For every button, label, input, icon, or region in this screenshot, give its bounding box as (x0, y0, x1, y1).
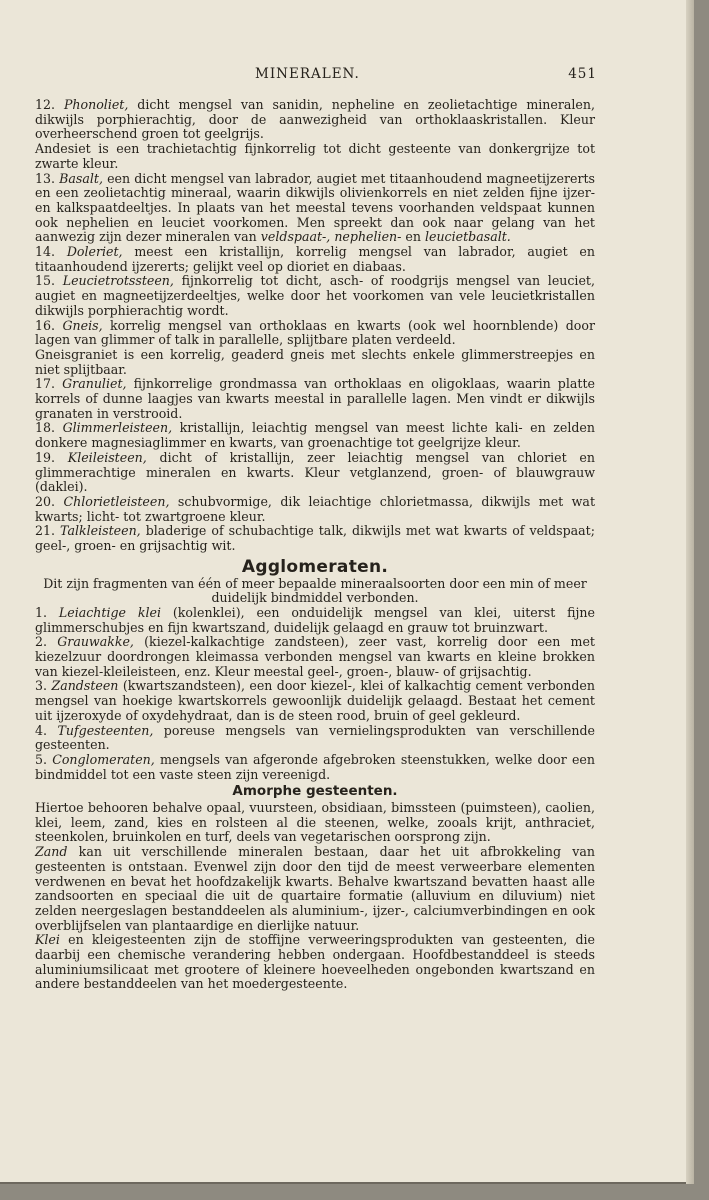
entry-term: Zand (35, 844, 68, 860)
entry-term: Granuliet, (62, 376, 127, 392)
agglomeraten-intro: Dit zijn fragmenten van één of meer bepaalde mineraalsoorten door een min of meer duidelijk bindmiddel verbonden. (43, 575, 587, 606)
entry-text: Andesiet is een trachietachtig fijnkorrelig tot dicht gesteente van donkergrijze tot zwarte kleur. (35, 141, 595, 171)
amorphe-para-zand (35, 845, 595, 933)
entry-text: en (401, 229, 425, 245)
entry-number: 14. (35, 244, 56, 260)
amorphe-para-1 (35, 801, 595, 845)
agglomeraat-2 (35, 635, 595, 679)
agglomeraat-1 (35, 606, 595, 635)
entry-text: (kolenklei), een onduidelijk mengsel van klei, uiterst fijne glimmerschubjes en fijn kwartszand, duidelijk gelaagd en grauw tot bruinzwart. (35, 604, 595, 635)
entry-19 (35, 451, 595, 495)
entry-number: 5. (35, 751, 48, 767)
entry-number: 2. (35, 634, 48, 650)
entry-text: poreuse mengsels van vernielingsprodukten van verschillende gesteenten. (35, 722, 595, 753)
section-heading-amorphe: Amorphe gesteenten. (232, 783, 398, 800)
entry-text: korrelig mengsel van orthoklaas en kwarts (ook wel hoornblende) door lagen van glimmer of talk in parallelle, splijtbare platen verdeeld. (35, 317, 595, 348)
entry-term: Conglomeraten, (52, 751, 155, 767)
body-text (35, 98, 595, 992)
entry-term: Tufgesteenten, (57, 722, 154, 738)
entry-text: Hiertoe behooren behalve opaal, vuursteen, obsidiaan, bimssteen (puimsteen), caolien, klei, leem, zand, kies en rolsteen al die steenen, welke, zooals krijt, anthraciet, steenkolen, bruinkolen en turf, deels van vegetarischen oorsprong zijn. (35, 800, 595, 845)
entry-andesiet (35, 142, 595, 171)
entry-number: 1. (35, 604, 48, 620)
entry-number: 21. (35, 523, 56, 539)
entry-number: 15. (35, 273, 56, 289)
entry-text: fijnkorrelige grondmassa van orthoklaas en oligoklaas, waarin platte korrels of dunne laagjes van kwarts meestal in parallelle lagen. Men vindt er dikwijls granaten in verstrooid. (35, 376, 595, 421)
entry-text: schubvormige, dik leiachtige chlorietmassa, dikwijls met wat kwarts; licht- tot zwartgroene kleur. (35, 493, 596, 524)
entry-text: een dicht mengsel van labrador, augiet met titaanhoudend magneetijzererts en een zeolietachtig mineraal, waarin dikwijls olivienkorrels en niet zelden fijne ijzer- en kalkspaatdeeltjes. In plaats van het meestal tevens voorhanden veldspaat kunnen ook nephelien en leuciet voorkomen. Men spreekt dan ook naar gelang van het aanwezig zijn dezer mineralen van (35, 170, 595, 245)
entry-number: 19. (35, 449, 56, 465)
entry-term: Chlorietleisteen, (63, 493, 170, 509)
agglomeraat-4 (35, 724, 595, 753)
entry-number: 13. (35, 170, 56, 186)
entry-number: 12. (35, 97, 56, 112)
entry-term: Gneis, (62, 317, 103, 333)
entry-text: fijnkorrelig tot dicht, asch- of roodgrijs mengsel van leuciet, augiet en magneetijzerdeeltjes, welke door het voorkomen van vele leucietkristallen dikwijls porphierachtig wordt. (35, 273, 595, 318)
entry-term: Zandsteen (51, 678, 119, 694)
entry-text: en kleigesteenten zijn de stoffijne verweeringsprodukten van gesteenten, die daarbij een chemische verandering hebben ondergaan. Hoofdbestanddeel is steeds aluminiumsilicaat met grootere of kleinere hoeveelheden ongebonden kwartszand en andere bestanddeelen van het moedergesteente. (35, 932, 595, 992)
entry-term: Leucietrotssteen, (62, 273, 174, 289)
entry-18 (35, 421, 595, 450)
entry-text: (kiezel-kalkachtige zandsteen), zeer vast, korrelig door een met kiezelzuur doordrongen kleimassa verbonden mengsel van kwarts en kleine brokken van kiezel-kleileisteen, enz. Kleur meestal geel-, groen-, blauw- of grijsachtig. (35, 634, 595, 679)
entry-21 (35, 524, 595, 553)
entry-text: (kwartszandsteen), een door kiezel-, klei of kalkachtig cement verbonden mengsel van hoekige kwartskorrels gewoonlijk duidelijk gelaagd. Bestaat het cement uit ijzeroxyde of oxydehydraat, dan is de steen rood, bruin of geel gekleurd. (35, 678, 595, 723)
agglomeraat-3 (35, 679, 595, 723)
entry-number: 20. (35, 493, 56, 509)
entry-text: dicht of kristallijn, zeer leiachtig mengsel van chloriet en glimmerachtige mineralen en kwarts. Kleur vetglanzend, groen- of blauwgrauw (daklei). (35, 449, 595, 495)
entry-12 (35, 98, 595, 142)
entry-number: 18. (35, 420, 56, 436)
entry-number: 17. (35, 376, 56, 392)
entry-term: Doleriet, (66, 244, 123, 260)
entry-20 (35, 495, 595, 524)
page-number: 451 (568, 66, 597, 82)
entry-text: bladerige of schubachtige talk, dikwijls met wat kwarts of veldspaat; geel-, groen- en grijsachtig wit. (35, 523, 595, 554)
entry-text: kristallijn, leiachtig mengsel van meest lichte kali- en zelden donkere magnesiaglimmer en kwarts, van groenachtige tot geelgrijze kleur. (35, 420, 595, 451)
entry-term: Grauwakke, (57, 634, 134, 650)
entry-term: Kleileisteen, (67, 449, 147, 465)
entry-term: Glimmerleisteen, (62, 420, 173, 436)
entry-number: 4. (35, 722, 48, 738)
entry-text: kan uit verschillende mineralen bestaan, daar het uit afbrokkeling van gesteenten is ontstaan. Evenwel zijn door den tijd de meest verweerbare elementen verdwenen en bevat het hoofdzakelijk kwarts. Behalve kwartszand bevatten haast alle zandsoorten en speciaal die uit de quartaire formatie (alluvium en diluvium) niet zelden neergeslagen bestanddeelen als aluminium-, ijzer-, calciumverbindingen en ook overblijfselen van plantaardige en dierlijke natuur. (35, 844, 595, 933)
entry-term: leucietbasalt. (424, 229, 511, 245)
entry-text: mengsels van afgeronde afgebroken steenstukken, welke door een bindmiddel tot een vaste steen zijn vereenigd. (35, 751, 595, 782)
entry-term: Leiachtige klei (58, 604, 161, 620)
entry-gneisgraniet (35, 348, 595, 377)
entry-14 (35, 245, 595, 274)
entry-number: 16. (35, 317, 56, 333)
entry-term: veldspaat-, nephelien- (260, 229, 402, 245)
entry-15 (35, 274, 595, 318)
entry-number: 3. (35, 678, 48, 694)
entry-term: Phonoliet, (63, 97, 129, 112)
page-edge (686, 0, 694, 1184)
header-title: MINERALEN. (255, 66, 360, 82)
entry-13 (35, 172, 595, 246)
entry-term: Klei (35, 932, 60, 948)
entry-text: Gneisgraniet is een korrelig, geaderd gneis met slechts enkele glimmerstreepjes en niet splijtbaar. (35, 346, 595, 377)
entry-16 (35, 319, 595, 348)
entry-17 (35, 377, 595, 421)
entry-text: dicht mengsel van sanidin, nepheline en zeolietachtige mineralen, dikwijls porphierachtig, door de aanwezigheid van orthoklaaskristallen. Kleur overheerschend groen tot geelgrijs. (35, 97, 595, 142)
amorphe-para-klei (35, 933, 595, 992)
section-heading-agglomeraten: Agglomeraten. (241, 556, 389, 577)
entry-term: Talkleisteen, (60, 523, 141, 539)
agglomeraat-5 (35, 753, 595, 782)
entry-text: meest een kristallijn, korrelig mengsel van labrador, augiet en titaanhoudend ijzererts; gelijkt veel op dioriet en diabaas. (35, 244, 595, 274)
entry-term: Basalt, (59, 170, 103, 186)
